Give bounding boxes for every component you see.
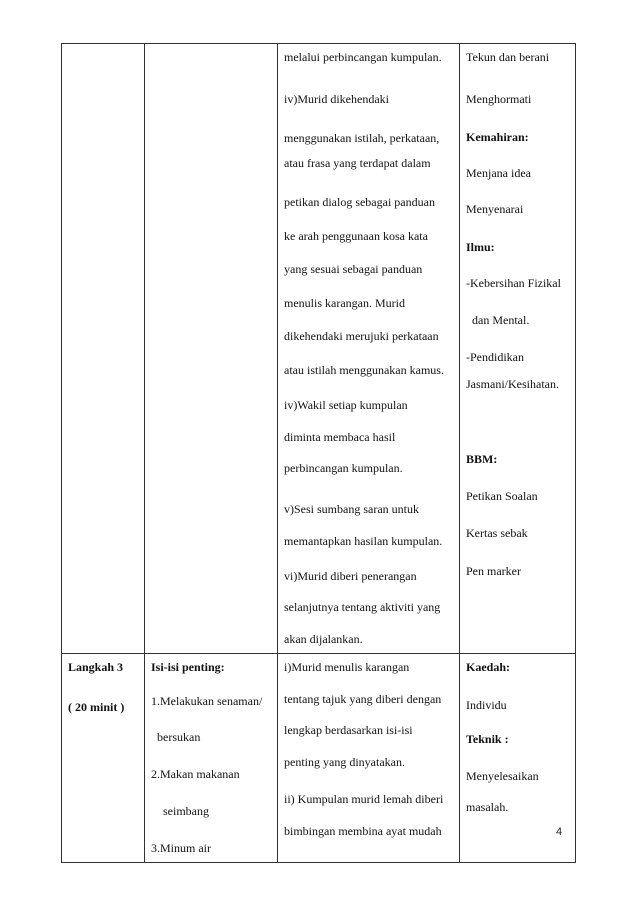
activity-line: ke arah penggunaan kosa kata (284, 228, 428, 243)
ilmu-item: -Kebersihan Fizikal (466, 276, 561, 290)
notes-cell (460, 44, 576, 654)
content-item: seimbang (163, 804, 209, 818)
activity-line: perbincangan kumpulan. (284, 461, 403, 475)
step-time: ( 20 minit ) (68, 699, 125, 714)
bbm-label: BBM: (466, 452, 498, 466)
activity-line: memantapkan hasilan kumpulan. (284, 534, 443, 548)
ilmu-item: Jasmani/Kesihatan. (466, 376, 559, 391)
values-item: Menghormati (466, 91, 532, 106)
activity-line: akan dijalankan. (284, 631, 363, 646)
table-row (62, 654, 576, 863)
kaedah-label: Kaedah: (466, 660, 511, 674)
kemahiran-label: Kemahiran: (466, 130, 529, 144)
kemahiran-item: Menyenarai (466, 202, 524, 216)
page-number: 4 (556, 826, 563, 838)
content-item: 1.Melakukan senaman/ (151, 693, 263, 708)
content-label: Isi-isi penting: (151, 660, 225, 674)
table-row (62, 44, 576, 654)
step-cell (62, 44, 145, 654)
kaedah-item: Individu (466, 697, 507, 712)
activity-cell (278, 654, 460, 863)
content-cell (145, 44, 278, 654)
bbm-item: Pen marker (466, 563, 521, 578)
content-item: 3.Minum air (151, 840, 211, 855)
activity-line: v)Sesi sumbang saran untuk (284, 501, 419, 516)
content-item: bersukan (157, 730, 201, 744)
activity-line: bimbingan membina ayat mudah (284, 823, 442, 838)
activity-line: iv)Murid dikehendaki (284, 91, 389, 106)
activity-line: i)Murid menulis karangan (284, 660, 410, 674)
teknik-item: masalah. (466, 800, 509, 814)
activity-line: yang sesuai sebagai panduan (284, 262, 423, 276)
activity-line: dikehendaki merujuki perkataan (284, 329, 439, 343)
content-cell (145, 654, 278, 863)
activity-line: melalui perbincangan kumpulan. (284, 50, 442, 64)
step-cell (62, 654, 145, 863)
content-item: 2.Makan makanan (151, 766, 240, 781)
bbm-item: Kertas sebak (466, 526, 528, 540)
teknik-label: Teknik : (466, 732, 509, 746)
activity-line: penting yang dinyatakan. (284, 754, 405, 769)
activity-line: tentang tajuk yang diberi dengan (284, 691, 442, 706)
ilmu-label: Ilmu: (466, 239, 495, 254)
activity-line: vi)Murid diberi penerangan (284, 568, 417, 583)
step-label: Langkah 3 (68, 660, 124, 674)
activity-line: atau istilah menggunakan kamus. (284, 362, 444, 377)
activity-line: atau frasa yang terdapat dalam (284, 155, 431, 170)
values-item: Tekun dan berani (466, 50, 550, 64)
kemahiran-item: Menjana idea (466, 165, 531, 180)
ilmu-item: -Pendidikan (466, 350, 524, 364)
activity-line: petikan dialog sebagai panduan (284, 195, 435, 209)
teknik-item: Menyelesaikan (466, 768, 539, 783)
activity-line: iv)Wakil setiap kumpulan (284, 398, 408, 412)
activity-line: diminta membaca hasil (284, 429, 396, 444)
activity-line: selanjutnya tentang aktiviti yang (284, 600, 441, 614)
activity-line: lengkap berdasarkan isi-isi (284, 723, 413, 737)
lesson-plan-table (61, 43, 576, 863)
bbm-item: Petikan Soalan (466, 488, 538, 503)
activity-line: menggunakan istilah, perkataan, (284, 131, 440, 145)
ilmu-item: dan Mental. (472, 312, 530, 327)
activity-cell (278, 44, 460, 654)
activity-line: ii) Kumpulan murid lemah diberi (284, 792, 444, 806)
activity-line: menulis karangan. Murid (284, 295, 405, 310)
